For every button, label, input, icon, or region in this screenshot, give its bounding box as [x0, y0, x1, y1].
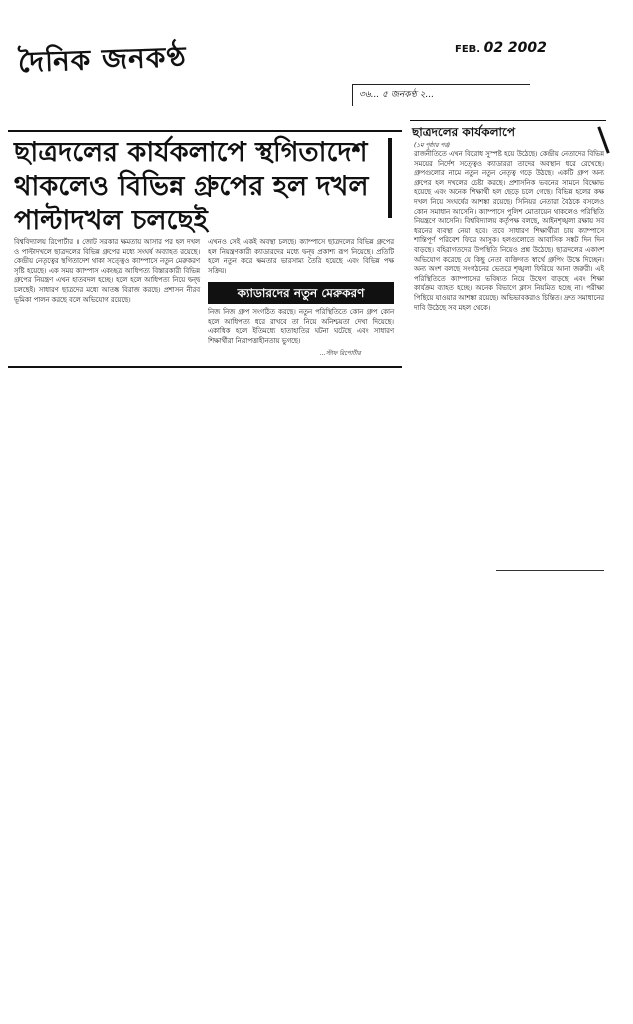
continuation-end-rule [496, 570, 604, 571]
byline: ...স্টাফ রিপোর্টার [320, 350, 361, 357]
date-stamp [455, 40, 547, 56]
continuation-title: ছাত্রদলের কার্যকলাপে [412, 125, 515, 139]
headline: ছাত্রদলের কার্যকলাপে স্থগিতাদেশ থাকলেও বিভিন্ন গ্রুপের হল দখল পাল্টাদখল চলছেই [14, 137, 369, 236]
newspaper-masthead: দৈনিক জনকণ্ঠ [17, 40, 188, 79]
date-day-year: 02 2002 [483, 40, 547, 56]
subheading: ক্যাডারদের নতুন মেরুকরণ [208, 282, 394, 304]
archive-stamp: ৩৬... ৫ জনকণ্ঠ ২... [352, 84, 530, 106]
article-column-2: এখনও সেই একই অবস্থা চলছে। ক্যাম্পাসে ছাত্রদলের বিভিন্ন গ্রুপের হল নিয়ন্ত্রণকারী ক্যাডারদের মধ্যে দ্বন্দ্ব প্রকাশ্য রূপ নিয়েছে। প্রতিটি হলে নতুন করে ক্ষমতার ভারসাম্য তৈরি হয়েছে এবং বিভিন্ন পক্ষ সক্রিয়। [208, 238, 394, 275]
article-column-1: বিশ্ববিদ্যালয় রিপোর্টার ॥ জোট সরকার ক্ষমতায় আসার পর হল দখল ও পাল্টাদখলে ছাত্রদলের বিভিন্ন গ্রুপের মধ্যে সংঘর্ষ অব্যাহত রয়েছে। কেন্দ্রীয় নেতৃত্বের স্থগিতাদেশ থাকা সত্ত্বেও ক্যাম্পাসে নতুন মেরুকরণ সৃষ্টি হয়েছে। এক সময় ক্যাম্পাস একচ্ছত্র আধিপত্য বিস্তারকারী বিভিন্ন গ্রুপের নিয়ন্ত্রণ এখন হাতবদল হচ্ছে। হলে হলে আধিপত্য নিয়ে দ্বন্দ্ব চলছেই। সাধারণ ছাত্রদের মধ্যে আতঙ্ক বিরাজ করছে। প্রশাসন নীরব ভূমিকা পালন করছে বলে অভিযোগ রয়েছে। [14, 238, 200, 304]
continuation-text: রাজনীতিতে এখন বিরোধ সুস্পষ্ট হয়ে উঠেছে। কেন্দ্রীয় নেতাদের বিভিন্ন সময়ের নির্দেশ সত্ত্বেও ক্যাডাররা তাদের অবস্থান ধরে রেখেছে। গ্রুপগুলোর নামে নতুন নতুন নেতৃত্ব গড়ে উঠছে। একটি গ্রুপ অন্য গ্রুপের হল দখলের চেষ্টা করছে। প্রশাসনিক ভবনের সামনে বিক্ষোভ হয়েছে এবং অনেক শিক্ষার্থী হল ছেড়ে চলে গেছে। বিভিন্ন হলের কক্ষ দখল নিয়ে সংঘর্ষের আশঙ্কা রয়েছে। সিনিয়র নেতারা বৈঠকে বসলেও কোন সমাধান আসেনি। ক্যাম্পাসে পুলিশ মোতায়েন থাকলেও পরিস্থিতি নিয়ন্ত্রণে আসেনি। বিশ্ববিদ্যালয় কর্তৃপক্ষ বলছে, আইনশৃঙ্খলা রক্ষায় সব ধরনের ব্যবস্থা নেয়া হবে। তবে সাধারণ শিক্ষার্থীরা চায় ক্যাম্পাসে শান্তিপূর্ণ পরিবেশ ফিরে আসুক। হলগুলোতে আবাসিক সঙ্কট দিন দিন বাড়ছে। বহিরাগতদের উপস্থিতি নিয়েও প্রশ্ন উঠেছে। ছাত্রদলের একাংশ অভিযোগ করেছে যে কিছু নেতা ব্যক্তিগত স্বার্থে গ্রুপিং উস্কে দিচ্ছেন। অন্য অংশ বলছে সংগঠনের ভেতরে শৃঙ্খলা ফিরিয়ে আনা জরুরী। এই পরিস্থিতিতে ক্যাম্পাসের ভবিষ্যত নিয়ে উদ্বেগ বাড়ছে এবং শিক্ষা কার্যক্রম ব্যাহত হচ্ছে। অনেক বিভাগে ক্লাস নিয়মিত হচ্ছে না। পরীক্ষা পিছিয়ে যাওয়ার আশঙ্কা রয়েছে। অভিভাবকরাও চিন্তিত। দ্রুত সমাধানের দাবি উঠেছে সব মহল থেকে। [414, 150, 604, 312]
headline-rule [388, 138, 392, 218]
clipping-bottom-rule [8, 366, 402, 368]
date-month: FEB. [455, 44, 481, 55]
article-column-2-continued: নিজ নিজ গ্রুপ সংগঠিত করছে। নতুন পরিস্থিতিতে কোন গ্রুপ কোন হলে আধিপত্য ধরে রাখবে তা নিয়ে অনিশ্চয়তা দেখা দিয়েছে। একাধিক হলে ইতিমধ্যে হাতাহাতির ঘটনা ঘটেছে এবং সাধারণ শিক্ষার্থীরা নিরাপত্তাহীনতায় ভুগছে। [208, 308, 394, 345]
continuation-subtitle: (১ম পৃষ্ঠার পর) [414, 142, 451, 149]
